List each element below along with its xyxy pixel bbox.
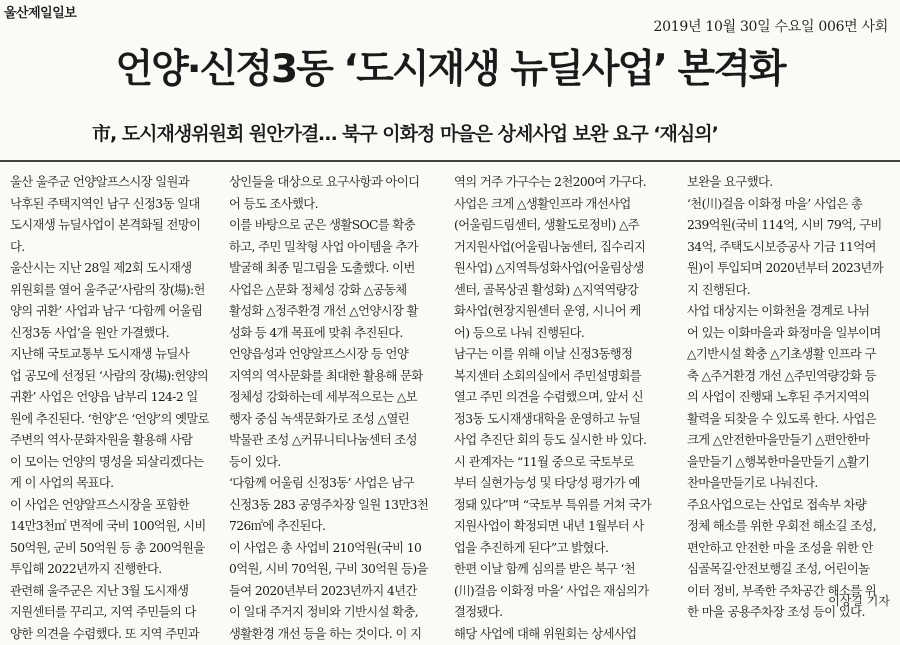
article-line: 원에 추진된다. ‘헌양’은 ‘언양’의 옛말로: [10, 409, 206, 431]
article-line: ‘다함께 어울림 신정3동’ 사업은 남구: [229, 473, 425, 495]
article-line: 지역의 역사문화를 최대한 활용해 문화: [229, 366, 425, 388]
article-line: 정돼 있다”며 “국토부 특위를 거쳐 국가: [454, 495, 650, 517]
article-line: 상인들을 대상으로 요구사항과 아이디: [229, 172, 425, 194]
article-line: 원사업) △지역특성화사업(어울림상생: [454, 258, 650, 280]
article-line: 열고 주민 의견을 수렴했으며, 앞서 신: [454, 387, 650, 409]
article-line: 시 관계자는 “11월 중으로 국토부로: [454, 452, 650, 474]
article-line: 원)이 투입되며 2020년부터 2023년까: [687, 258, 883, 280]
dateline: 2019년 10월 30일 수요일 006면 사회: [654, 16, 888, 36]
article-line: 신정3동 283 공영주차장 일원 13만3천: [229, 495, 425, 517]
article-line: 어) 등으로 나눠 진행된다.: [454, 323, 650, 345]
article-line: 활력을 되찾을 수 있도록 한다. 사업은: [687, 409, 883, 431]
article-line: 보완을 요구했다.: [687, 172, 883, 194]
article-line: 50억원, 군비 50억원 등 총 200억원을: [10, 538, 206, 560]
article-line: ‘천(川)걸음 이화정 마을’ 사업은 총: [687, 194, 883, 216]
article-line: 업을 추진하게 된다”고 밝혔다.: [454, 538, 650, 560]
article-line: 해당 사업에 대해 위원회는 상세사업: [454, 624, 650, 645]
article-column-3: [454, 172, 650, 615]
article-line: 한 마을 공용주차장 조성 등이 있다.: [687, 602, 883, 624]
article-line: 들여 2020년부터 2023년까지 4년간: [229, 581, 425, 603]
article-line: 양한 의견을 수렴했다. 또 지역 주민과: [10, 624, 206, 645]
article-line: 이 모이는 언양의 명성을 되살리겠다는: [10, 452, 206, 474]
article-line: 관련해 울주군은 지난 3월 도시재생: [10, 581, 206, 603]
article-column-1: [10, 172, 206, 615]
article-line: 울산 울주군 언양알프스시장 일원과: [10, 172, 206, 194]
article-line: 지난해 국토교통부 도시재생 뉴딜사: [10, 344, 206, 366]
article-line: 투입해 2022년까지 진행한다.: [10, 559, 206, 581]
article-line: 남구는 이를 위해 이날 신정3동행정: [454, 344, 650, 366]
article-line: 사업 대상지는 이화천을 경계로 나뉘: [687, 301, 883, 323]
article-line: 행자 중심 녹색문화가로 조성 △열린: [229, 409, 425, 431]
article-line: 위원회를 열어 울주군‘사람의 장(場):헌: [10, 280, 206, 302]
newspaper-masthead: 울산제일일보: [4, 2, 76, 21]
article-line: 크게 △안전한마을만들기 △편안한마: [687, 430, 883, 452]
article-line: 거지원사업(어울림나눔센터, 집수리지: [454, 237, 650, 259]
article-line: 성화 등 4개 목표에 맞춰 추진된다.: [229, 323, 425, 345]
article-line: 활성화 △정주환경 개선 △언양시장 활: [229, 301, 425, 323]
article-line: 지 진행된다.: [687, 280, 883, 302]
article-line: 34억, 주택도시보증공사 기금 11억여: [687, 237, 883, 259]
article-line: 726㎡에 추진된다.: [229, 516, 425, 538]
article-line: 주변의 역사·문화자원을 활용해 사람: [10, 430, 206, 452]
article-line: 결정됐다.: [454, 602, 650, 624]
article-line: 이 사업은 언양알프스시장을 포함한: [10, 495, 206, 517]
article-line: 239억원(국비 114억, 시비 79억, 구비: [687, 215, 883, 237]
article-line: 발굴해 최종 밑그림을 도출했다. 이번: [229, 258, 425, 280]
article-line: 한편 이날 함께 심의를 받은 북구 ‘천: [454, 559, 650, 581]
article-line: 지원사업이 확정되면 내년 1월부터 사: [454, 516, 650, 538]
article-line: 생활환경 개선 등을 하는 것이다. 이 지: [229, 624, 425, 645]
article-body: [0, 172, 900, 615]
article-line: 어 등도 조사했다.: [229, 194, 425, 216]
article-line: 낙후된 주택지역인 남구 신정3동 일대: [10, 194, 206, 216]
article-line: 편안하고 안전한 마을 조성을 위한 안: [687, 538, 883, 560]
divider-rule: [0, 160, 900, 162]
article-line: 이 사업은 총 사업비 210억원(국비 10: [229, 538, 425, 560]
article-line: 언양읍성과 언양알프스시장 등 언양: [229, 344, 425, 366]
article-line: 부터 실현가능성 및 타당성 평가가 예: [454, 473, 650, 495]
article-line: 도시재생 뉴딜사업이 본격화될 전망이: [10, 215, 206, 237]
article-line: 양의 귀환’ 사업과 남구 ‘다함께 어울림: [10, 301, 206, 323]
article-line: 사업 추진단 회의 등도 실시한 바 있다.: [454, 430, 650, 452]
article-line: 정3동 도시재생대학을 운영하고 뉴딜: [454, 409, 650, 431]
article-line: (川)걸음 이화정 마을’ 사업은 재심의가: [454, 581, 650, 603]
article-line: 14만3천㎡ 면적에 국비 100억원, 시비: [10, 516, 206, 538]
article-line: 귀환’ 사업은 언양읍 남부리 124-2 일: [10, 387, 206, 409]
article-line: 이터 정비, 부족한 주차공간 해소를 위: [687, 581, 883, 603]
article-line: (어울림드림센터, 생활도로정비) △주: [454, 215, 650, 237]
article-line: 축 △주거환경 개선 △주민역량강화 등: [687, 366, 883, 388]
article-column-2: [229, 172, 425, 615]
article-line: 사업은 △문화 정체성 강화 △공동체: [229, 280, 425, 302]
article-line: 정체 해소를 위한 우회전 해소길 조성,: [687, 516, 883, 538]
article-line: 의 사업이 진행돼 노후된 주거지역의: [687, 387, 883, 409]
article-column-4: [687, 172, 883, 615]
article-line: 을만들기 △행복한마을만들기 △활기: [687, 452, 883, 474]
article-line: 신정3동 사업’을 원안 가결했다.: [10, 323, 206, 345]
article-line: 사업은 크게 △생활인프라 개선사업: [454, 194, 650, 216]
article-line: 센터, 골목상권 활성화) △지역역량강: [454, 280, 650, 302]
article-line: 어 있는 이화마을과 화정마을 일부이며: [687, 323, 883, 345]
article-line: 0억원, 시비 70억원, 구비 30억원 등)을: [229, 559, 425, 581]
article-line: 지원센터를 꾸리고, 지역 주민들의 다: [10, 602, 206, 624]
subheadline: 市, 도시재생위원회 원안가결… 북구 이화정 마을은 상세사업 보완 요구 ‘재심의’: [92, 119, 718, 146]
article-line: 박물관 조성 △커뮤니티나눔센터 조성: [229, 430, 425, 452]
headline: 언양·신정3동 ‘도시재생 뉴딜사업’ 본격화: [0, 38, 900, 94]
article-line: 복지센터 소회의실에서 주민설명회를: [454, 366, 650, 388]
article-line: 게 이 사업의 목표다.: [10, 473, 206, 495]
article-line: 이 일대 주거지 정비와 기반시설 확충,: [229, 602, 425, 624]
article-line: 찬마을만들기로 나눠진다.: [687, 473, 883, 495]
article-line: 정체성 강화하는데 세부적으로는 △보: [229, 387, 425, 409]
article-line: 울산시는 지난 28일 제2회 도시재생: [10, 258, 206, 280]
article-line: 심골목길·안전보행길 조성, 어린이놀: [687, 559, 883, 581]
article-line: 이를 바탕으로 군은 생활SOC를 확충: [229, 215, 425, 237]
article-line: 등이 있다.: [229, 452, 425, 474]
article-line: 주요사업으로는 산업로 접속부 차량: [687, 495, 883, 517]
byline: 이상길 기자: [828, 592, 890, 609]
article-line: 업 공모에 선정된 ‘사람의 장(場):헌양의: [10, 366, 206, 388]
article-line: 하고, 주민 밀착형 사업 아이템을 추가: [229, 237, 425, 259]
article-line: △기반시설 확충 △기초생활 인프라 구: [687, 344, 883, 366]
article-line: 역의 거주 가구수는 2천200여 가구다.: [454, 172, 650, 194]
article-line: 화사업(현장지원센터 운영, 시니어 케: [454, 301, 650, 323]
article-line: 다.: [10, 237, 206, 259]
